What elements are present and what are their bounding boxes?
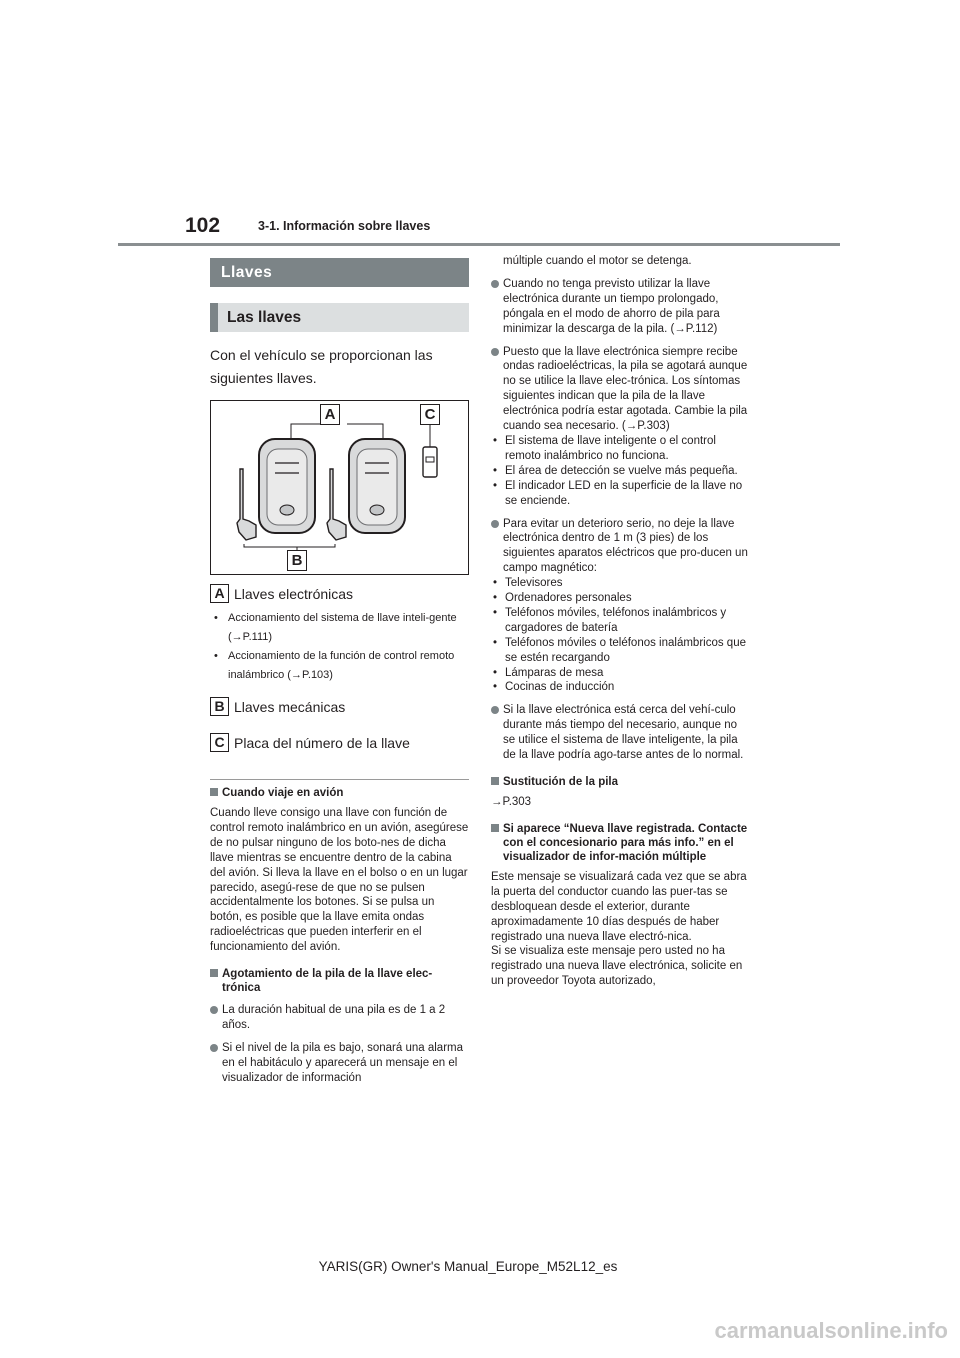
note-text-new-key: Este mensaje se visualizará cada vez que se abra la puerta del conductor cuando las puer-tas se desbloquean desde el exterior, durante aproximadamente 10 días después de haber registrado una nueva llave electró-nica. <box>491 870 747 943</box>
list-item: • El sistema de llave inteligente o el control remoto inalámbrico no funciona. <box>491 434 751 464</box>
keys-illustration <box>210 400 469 575</box>
right-column <box>491 254 751 989</box>
callout-b: B <box>287 550 307 571</box>
page-footer <box>0 1259 960 1274</box>
list-item: • Televisores <box>491 576 751 591</box>
list-item: • Lámparas de mesa <box>491 666 751 681</box>
list-item: Cuando no tenga previsto utilizar la llave electrónica durante un tiempo prolongado, póngala en el modo de ahorro de pila para minimizar la descarga de la pila. (→P.112) <box>491 277 751 337</box>
list-item: Si la llave electrónica está cerca del vehí-culo durante más tiempo del necesario, aunque no se utilice el sistema de llave inteligente, la pila de la llave podría ago-tarse antes de lo normal. <box>491 703 751 763</box>
page-reference: →P.303 <box>491 796 532 808</box>
list-item: • Cocinas de inducción <box>491 680 751 695</box>
callout-c: C <box>420 404 440 425</box>
notes-divider <box>210 779 469 780</box>
header-rule <box>118 243 840 246</box>
legend-label-b: Llaves mecánicas <box>234 698 346 715</box>
list-item: • Accionamiento del sistema de llave inteli-gente (→P.111) <box>210 609 469 647</box>
list-item: • Ordenadores personales <box>491 591 751 606</box>
section-title: 3-1. Información sobre llaves <box>258 219 431 233</box>
list-item: • Teléfonos móviles o teléfonos inalámbricos que se estén recargando <box>491 636 751 666</box>
footer-text: YARIS(GR) Owner's Manual_Europe_M52L12_es <box>318 1259 618 1274</box>
note-text-airplane: Cuando lleve consigo una llave con función de control remoto inalámbrico en un avión, asegúrese de no pulsar ninguno de los boto-nes de dicha llave mientras se encuentre dentro de la cabina del avión. Si lleva la llave en el bolso o en un lugar parecido, asegú-rese de que no se pulsen accidentalmente los botones. Si se pulsa un botón, es posible que la llave emita ondas radioeléctricas que pueden interferir en el funcionamiento del avión. <box>210 807 469 954</box>
list-item: • El área de detección se vuelve más pequeña. <box>491 464 751 479</box>
list-item: Si el nivel de la pila es bajo, sonará una alarma en el habitáculo y aparecerá un mensaje en el visualizador de información <box>210 1041 469 1086</box>
list-item: Puesto que la llave electrónica siempre recibe ondas radioeléctricas, la pila se agotará aunque no se utilice la llave elec-trónica. Los síntomas siguientes indican que la pila de la llave electrónica podría estar agotada. Cambie la pila cuando sea necesario. (→P.303) <box>491 345 751 434</box>
magnetic-devices-list <box>491 576 751 695</box>
callout-a: A <box>320 404 340 425</box>
battery-symptoms-list <box>491 434 751 509</box>
list-item: • Teléfonos móviles, teléfonos inalámbricos y cargadores de batería <box>491 606 751 636</box>
legend-electronic-keys <box>210 584 469 603</box>
electronic-key-functions <box>210 609 469 685</box>
list-item: Para evitar un deterioro serio, no deje la llave electrónica dentro de 1 m (3 pies) de los siguientes aparatos eléctricos que pro-ducen un campo magnético: <box>491 517 751 577</box>
chapter-banner: Llaves <box>210 258 469 287</box>
note-text-new-key-continued: Si se visualiza este mensaje pero usted no ha registrado una nueva llave electrónica, solicite en un proveedor Toyota autorizado, <box>491 945 743 988</box>
legend-letter-a: A <box>210 584 229 603</box>
left-column <box>210 258 469 1086</box>
list-item: • Accionamiento de la función de control remoto inalámbrico (→P.103) <box>210 647 469 685</box>
subsection-banner: Las llaves <box>210 303 469 332</box>
legend-key-number-plate <box>210 733 469 752</box>
list-item: • El indicador LED en la superficie de la llave no se enciende. <box>491 479 751 509</box>
intro-paragraph: Con el vehículo se proporcionan las siguientes llaves. <box>210 347 433 386</box>
note-title-battery-replacement: Sustitución de la pila <box>491 775 751 789</box>
note-title-new-key-message: Si aparece “Nueva llave registrada. Contacte con el concesionario para más info.” en el visualizador de infor-mación múltiple <box>491 822 751 864</box>
legend-letter-c: C <box>210 733 229 752</box>
page-number: 102 <box>185 214 221 237</box>
legend-label-c: Placa del número de la llave <box>234 734 410 751</box>
legend-label-a: Llaves electrónicas <box>234 585 354 602</box>
note-title-battery-depletion: Agotamiento de la pila de la llave elec-trónica <box>210 967 469 995</box>
keys-drawing <box>211 401 468 574</box>
legend-mechanical-keys <box>210 697 469 716</box>
continued-text: múltiple cuando el motor se detenga. <box>503 255 692 267</box>
list-item: La duración habitual de una pila es de 1 a 2 años. <box>210 1003 469 1033</box>
legend-letter-b: B <box>210 697 229 716</box>
watermark: carmanualsonline.info <box>714 1318 948 1343</box>
note-title-airplane: Cuando viaje en avión <box>210 786 469 800</box>
